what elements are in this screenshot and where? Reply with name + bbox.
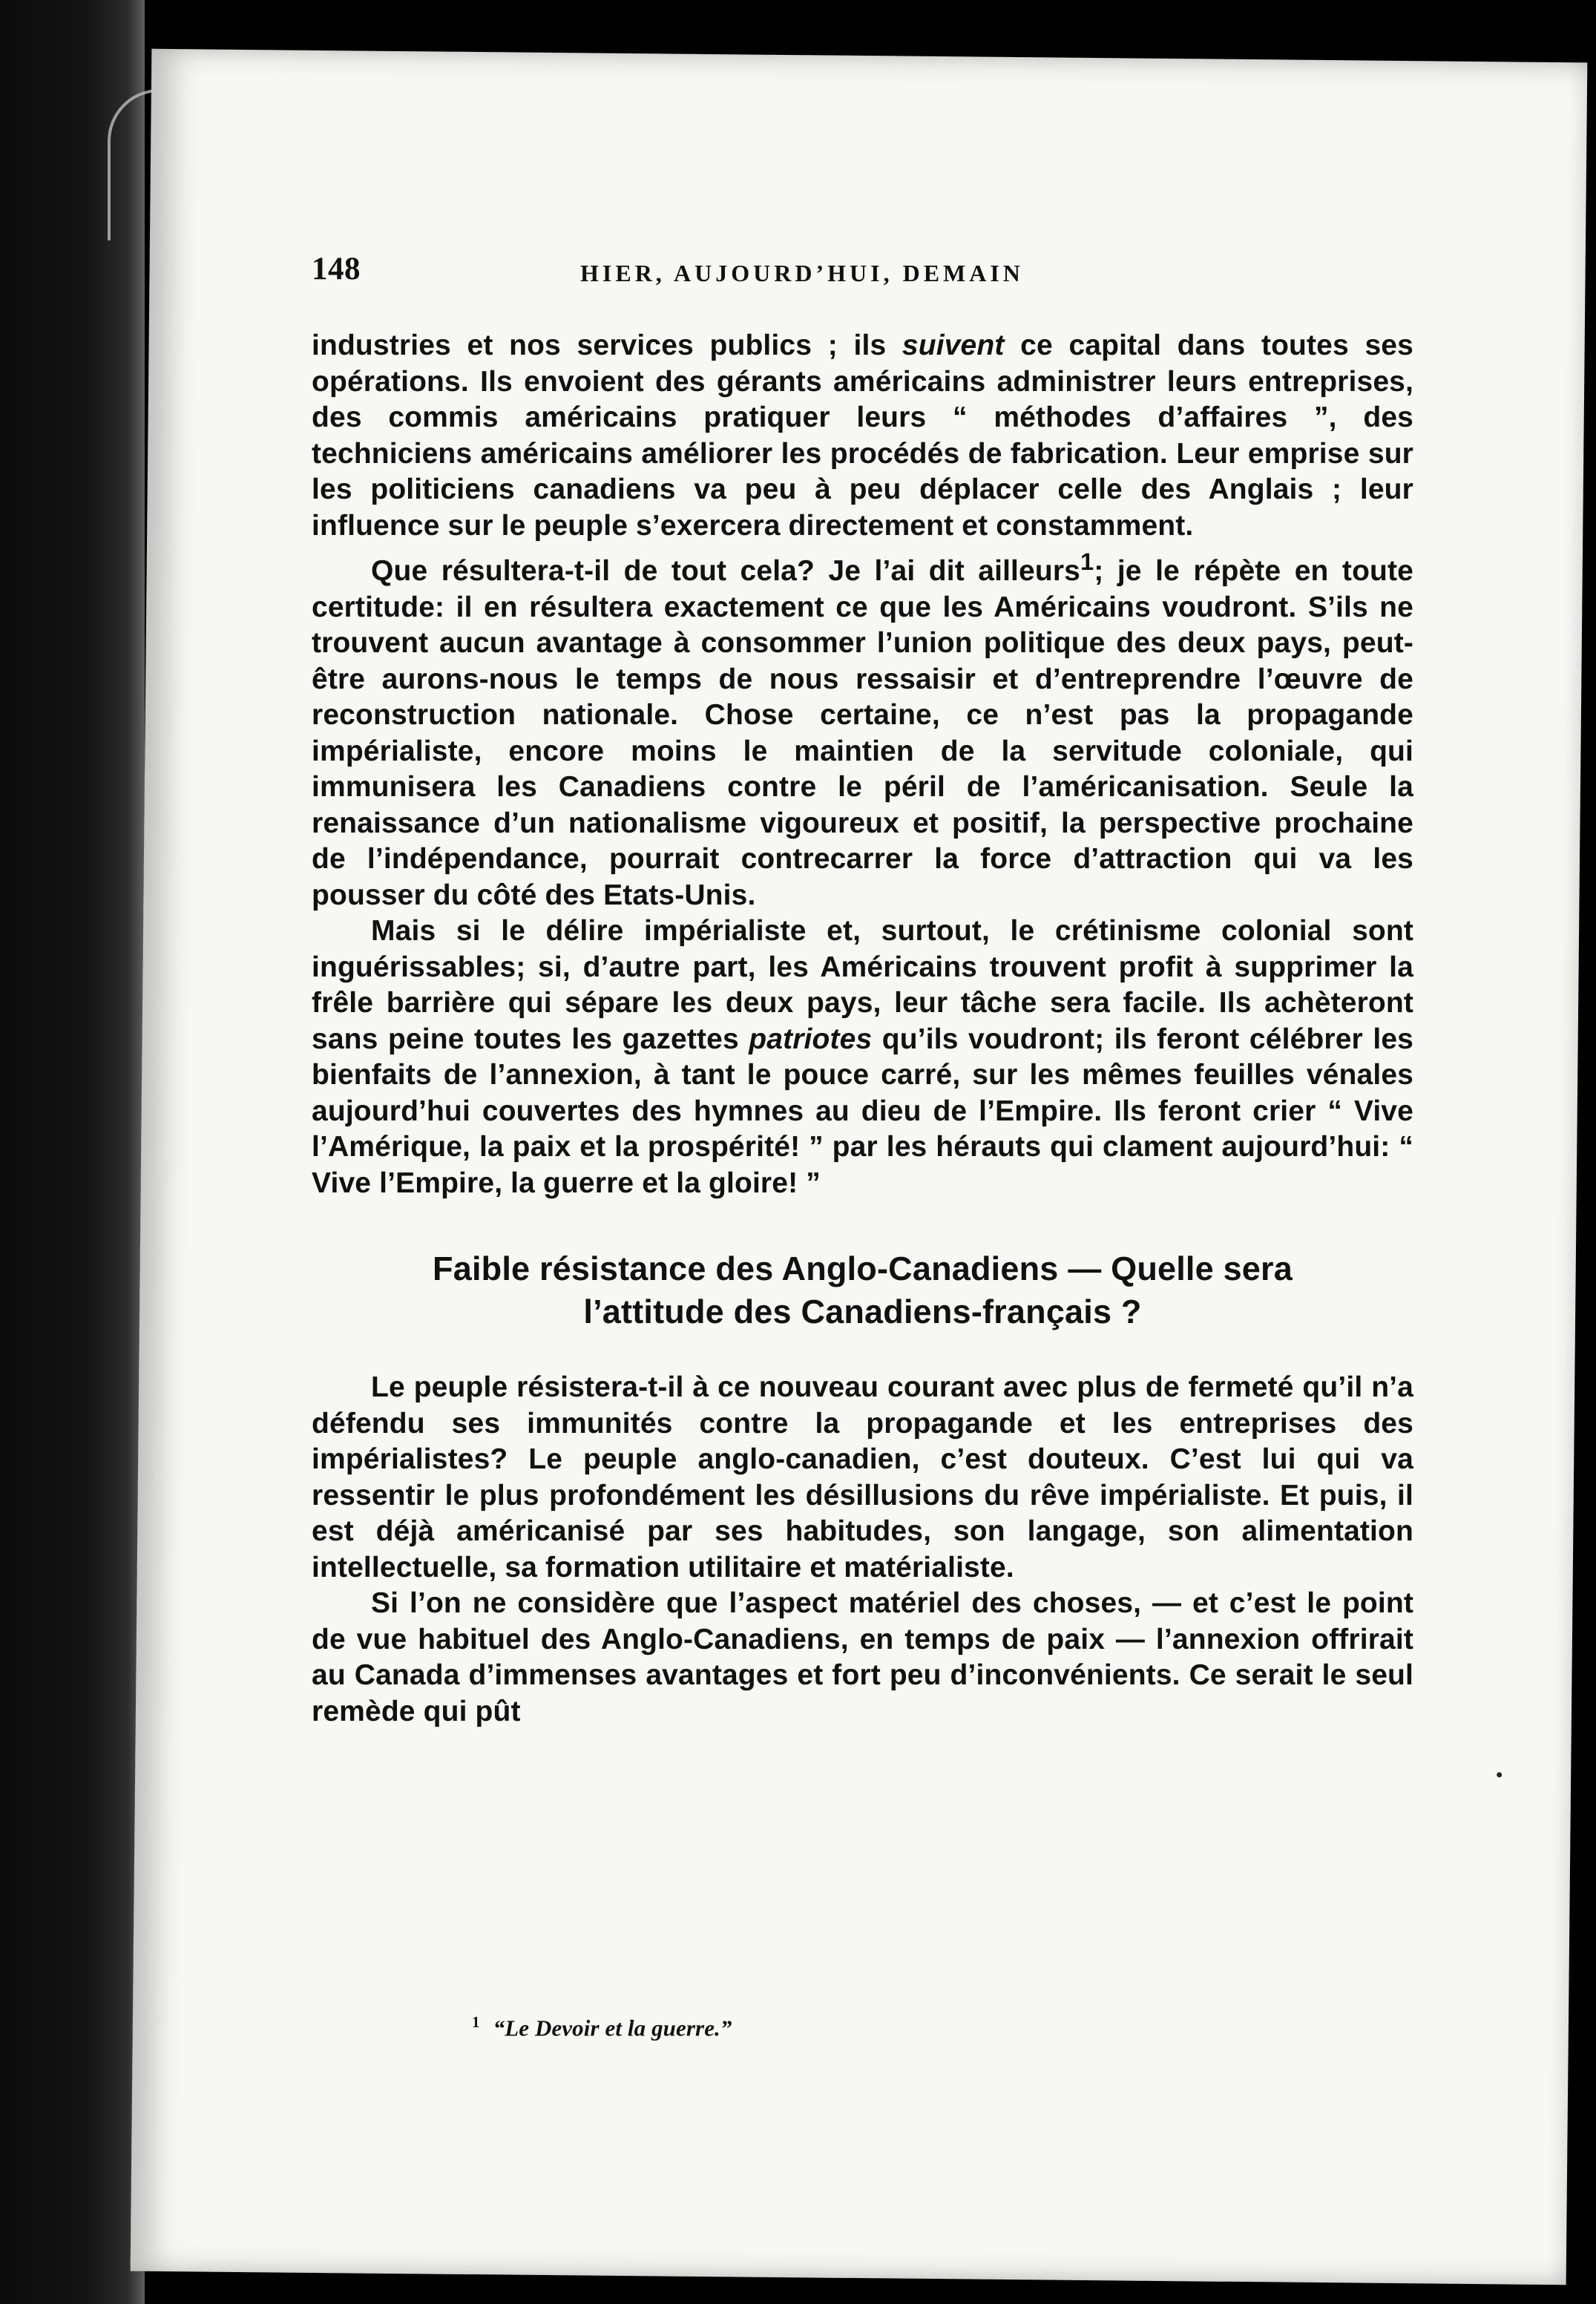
footnote — [472, 2013, 732, 2041]
paragraph — [312, 913, 1413, 1201]
section-title-line: l’attitude des Canadiens-français ? — [583, 1293, 1142, 1330]
paragraph: Le peuple résistera-t-il à ce nouveau courant avec plus de fermeté qu’il n’a défendu ses immunités contre la propagande et les entreprises des impérialistes? Le peuple anglo-canadien, c’est douteux. C’est lui qui va ressentir le plus profondément les désillusions du rêve impérialiste. Et puis, il est déjà américanisé par ses habitudes, son langage, son alimentation intellectuelle, sa formation utilitaire et matérialiste. — [312, 1371, 1413, 1583]
paragraph-text: ce capital dans toutes ses opérations. Ils envoient des gérants américains administrer leurs entreprises, des commis américains pratiquer leurs “ méthodes d’affaires ”, des techniciens américains améliorer les procédés de fabrication. Leur emprise sur les politiciens canadiens va peu à peu déplacer celle des Anglais ; leur influence sur le peuple s’exercera directement et constamment. — [312, 329, 1413, 542]
paragraph-text: Mais si le délire impérialiste et, surtout, le crétinisme colonial sont inguérissables; si, d’autre part, les Américains trouvent profit à supprimer la frêle barrière qui sépare les deux pays, leur tâche sera facile. Ils achèteront sans peine toutes les gazettes — [312, 915, 1413, 1055]
paragraph-text: Que résultera-t-il de tout cela? Je l’ai dit ailleurs — [371, 555, 1081, 587]
paragraph-text: industries et nos services publics ; ils — [312, 329, 902, 361]
paragraph: Si l’on ne considère que l’aspect matériel des choses, — et c’est le point de vue habituel des Anglo-Canadiens, en temps de paix — l’annexion offrirait au Canada d’immenses avantages et fort peu d’inconvénients. Ce serait le seul remède qui pût — [312, 1587, 1413, 1727]
page-header — [312, 251, 1410, 303]
running-head: HIER, AUJOURD’HUI, DEMAIN — [580, 260, 1024, 286]
emphasized-word: patriotes — [749, 1023, 873, 1055]
section-title — [312, 1247, 1413, 1333]
paragraph-continued — [312, 328, 1413, 544]
paragraph — [312, 544, 1413, 913]
page-number: 148 — [312, 252, 361, 286]
footnote-text: “Le Devoir et la guerre.” — [493, 2015, 732, 2041]
footnote-reference: 1 — [1080, 548, 1094, 575]
paragraph-text: ; je le répète en toute certitude: il en résultera exactement ce que les Américains voudront. S’ils ne trouvent aucun avantage à consommer l’union politique des deux pays, peut-être aurons-nous le temps de nous ressaisir et d’entreprendre l’œuvre de reconstruction nationale. Chose certaine, ce n’est pas la propagande impérialiste, encore moins le maintien de la servitude coloniale, qui immunisera les Canadiens contre le péril de l’américanisation. Seule la renaissance d’un nationalisme vigoureux et positif, la perspective prochaine de l’indépendance, pourrait contrecarrer la force d’attraction qui va les pousser du côté des Etats-Unis. — [312, 555, 1413, 911]
scan-speck — [1497, 1772, 1502, 1777]
emphasized-word: suivent — [902, 329, 1005, 361]
dark-scan-margin — [0, 0, 145, 2304]
section-title-line: Faible résistance des Anglo-Canadiens — Quelle sera — [433, 1250, 1293, 1287]
paragraph-text: qu’ils voudront; ils feront célébrer les bienfaits de l’annexion, à tant le pouce carré, sur les mêmes feuilles vénales aujourd’hui couvertes des hymnes au dieu de l’Empire. Ils feront crier “ Vive l’Amérique, la paix et la prospérité! ” par les hérauts qui clament aujourd’hui: “ Vive l’Empire, la guerre et la gloire! ” — [312, 1023, 1414, 1199]
footnote-marker: 1 — [472, 2013, 480, 2031]
book-text — [312, 328, 1413, 1730]
